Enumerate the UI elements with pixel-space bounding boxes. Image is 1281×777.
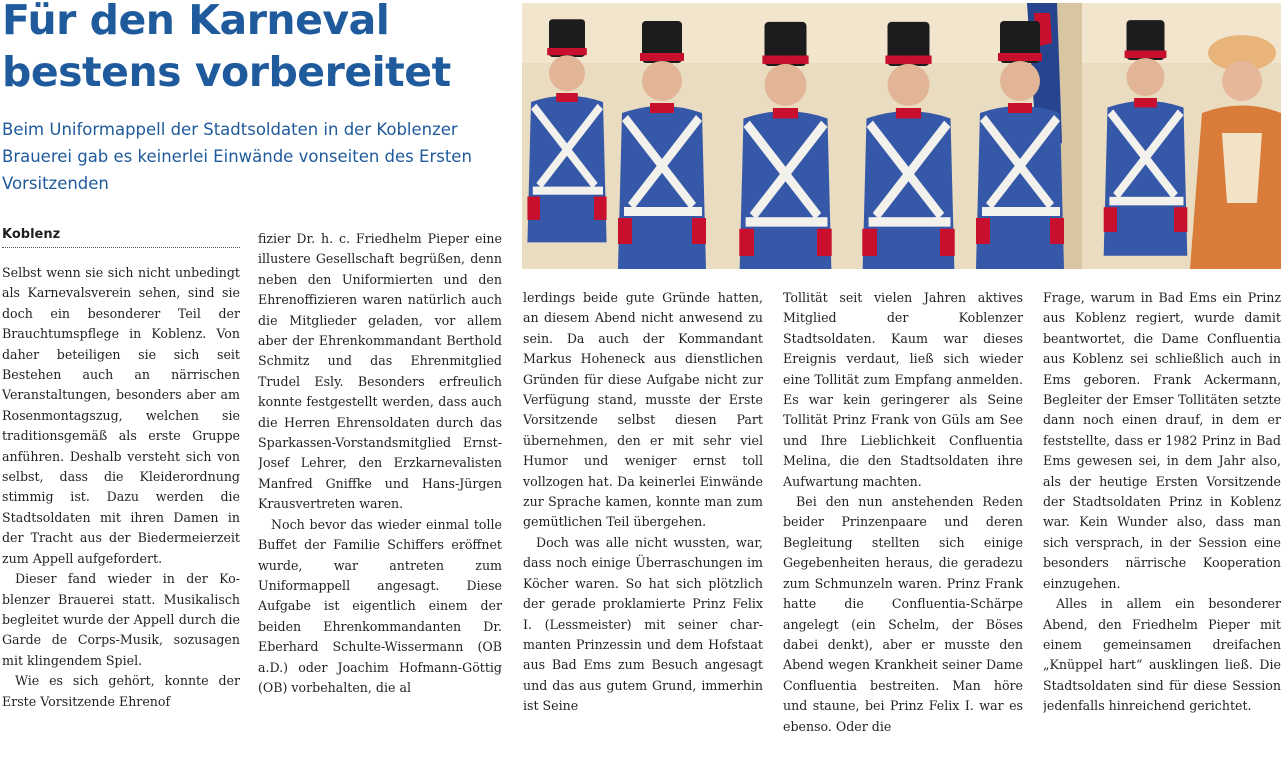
text-column-4: [783, 288, 1023, 777]
headline-line-2: bestens vorbereitet: [2, 48, 451, 96]
paragraph: fizier Dr. h. c. Friedhelm Pieper eine illustere Gesellschaft begrüßen, denn neben den Uniformierten und den Ehrenoffizieren waren natürlich auch die Mitglieder geladen, vor allem aber der Ehrenkommandant Berthold Schmitz und das Ehrenmitglied Trudel Esly. Besonders erfreulich konnte festgestellt werden, dass auch die Herren Ehrensoldaten durch das Sparkassen-Vorstandsmitglied Ernst-Josef Lehrer, den Erzkarnevalisten Manfred Gniffke und Hans-Jürgen Krausvertreten waren.: [258, 231, 502, 512]
headline: [2, 0, 517, 98]
paragraph: Bei den nun anstehenden Reden beider Prinzenpaare und deren Begleitung stellten sich einige Gegebenheiten heraus, die geradezu zum Schmunzeln waren. Prinz Frank hatte die Confluentia-Schärpe angelegt (ein Schelm, der Böses dabei denkt), aber er musste den Abend wegen Krankheit seiner Dame Confluentia bestreiten. Man höre und staune, bei Prinz Felix I. war es ebenso. Oder die: [783, 494, 1023, 734]
paragraph: lerdings beide gute Gründe hatten, an diesem Abend nicht anwesend zu sein. Da auch der Kommandant Markus Hoheneck aus dienstlichen Gründen für diese Aufgabe nicht zur Verfügung stand, musste der Erste Vorsitzende selbst diesen Part übernehmen, den er mit sehr viel Humor und weniger ernst toll vollzogen hat. Da keinerlei Einwände zur Sprache kamen, konnte man zum gemütlichen Teil übergehen.: [523, 290, 763, 530]
headline-line-1: Für den Karneval: [2, 0, 390, 44]
text-column-1: [2, 263, 240, 777]
article-photo: [522, 3, 1281, 269]
text-column-2: [258, 229, 502, 777]
paragraph: Selbst wenn sie sich nicht unbedingt als Karnevalsverein sehen, sind sie doch ein besonderer Teil der Brauchtumspflege in Koblenz. Von daher beteiligen sie sich seit Bestehen auch an närrischen Veranstaltungen, besonders aber am Rosenmontagszug, welchen sie traditionsgemäß als erste Gruppe anführen. Deshalb versteht sich von selbst, dass die Kleiderordnung stimmig ist. Dazu werden die Stadtsoldaten mit ihren Damen in der Tracht aus der Biedermeierzeit zum Appell aufgefordert.: [2, 265, 240, 566]
paragraph: Doch was alle nicht wussten, war, dass noch einige Überraschungen im Köcher waren. So hat sich plötzlich der gerade proklamierte Prinz Felix I. (Lessmeister) mit seiner charmanten Prinzessin und dem Hofstaat aus Bad Ems zum Besuch angesagt und das aus gutem Grund, immerhin ist Seine: [523, 534, 763, 714]
subheadline: Beim Uniformappell der Stadtsoldaten in der Koblenzer Brauerei gab es keinerlei Einwände vonseiten des Ersten Vorsitzenden: [2, 120, 472, 193]
paragraph: Frage, warum in Bad Ems ein Prinz aus Koblenz regiert, wurde damit beantwortet, die Dame Confluentia aus Koblenz sei schließlich auch in Ems geboren. Frank Ackermann, Begleiter der Emser Tollitäten setzte dann noch einen drauf, in dem er feststellte, dass er 1982 Prinz in Bad Ems gewesen sei, in dem Jahr also, als der heutige Ersten Vorsitzende der Stadtsoldaten Prinz in Koblenz war. Kein Wunder also, dass man sich versprach, in der Session eine besonders närrische Kooperation einzugehen.: [1043, 290, 1281, 591]
text-column-3: [523, 288, 763, 777]
paragraph: Noch bevor das wieder einmal tolle Buffet der Familie Schiffers eröffnet wurde, war antreten zum Uniformappell angesagt. Diese Aufgabe ist eigentlich einem der beiden Ehrenkommandanten Dr. Eberhard Schulte-Wissermann (OB a.D.) oder Joachim Hofmann-Göttig (OB) vorbehalten, die al: [258, 516, 502, 695]
group-photo-image: [522, 3, 1281, 269]
paragraph: Tollität seit vielen Jahren aktives Mitglied der Koblenzer Stadtsoldaten. Kaum war dieses Ereignis verdaut, ließ sich wieder eine Tollität zum Empfang anmelden. Es war kein geringerer als Seine Tollität Prinz Frank von Güls am See und Ihre Lieblichkeit Confluentia Melina, die den Stadtsoldaten ihre Aufwartung machten.: [783, 290, 1023, 489]
paragraph: Dieser fand wieder in der Koblenzer Brauerei statt. Musikalisch begleitet wurde der Appell durch die Garde de Corps-Musik, sozusagen mit klingendem Spiel.: [2, 571, 240, 668]
paragraph: Wie es sich gehört, konnte der Erste Vorsitzende Ehrenof: [2, 673, 240, 709]
dateline: Koblenz: [2, 227, 240, 248]
text-column-5: [1043, 288, 1281, 777]
paragraph: Alles in allem ein besonderer Abend, den Friedhelm Pieper mit einem gemeinsamen dreifachen „Knüppel hart“ ausklingen ließ. Die Stadtsoldaten sind für diese Session jedenfalls hinreichend gerichtet.: [1043, 596, 1281, 714]
